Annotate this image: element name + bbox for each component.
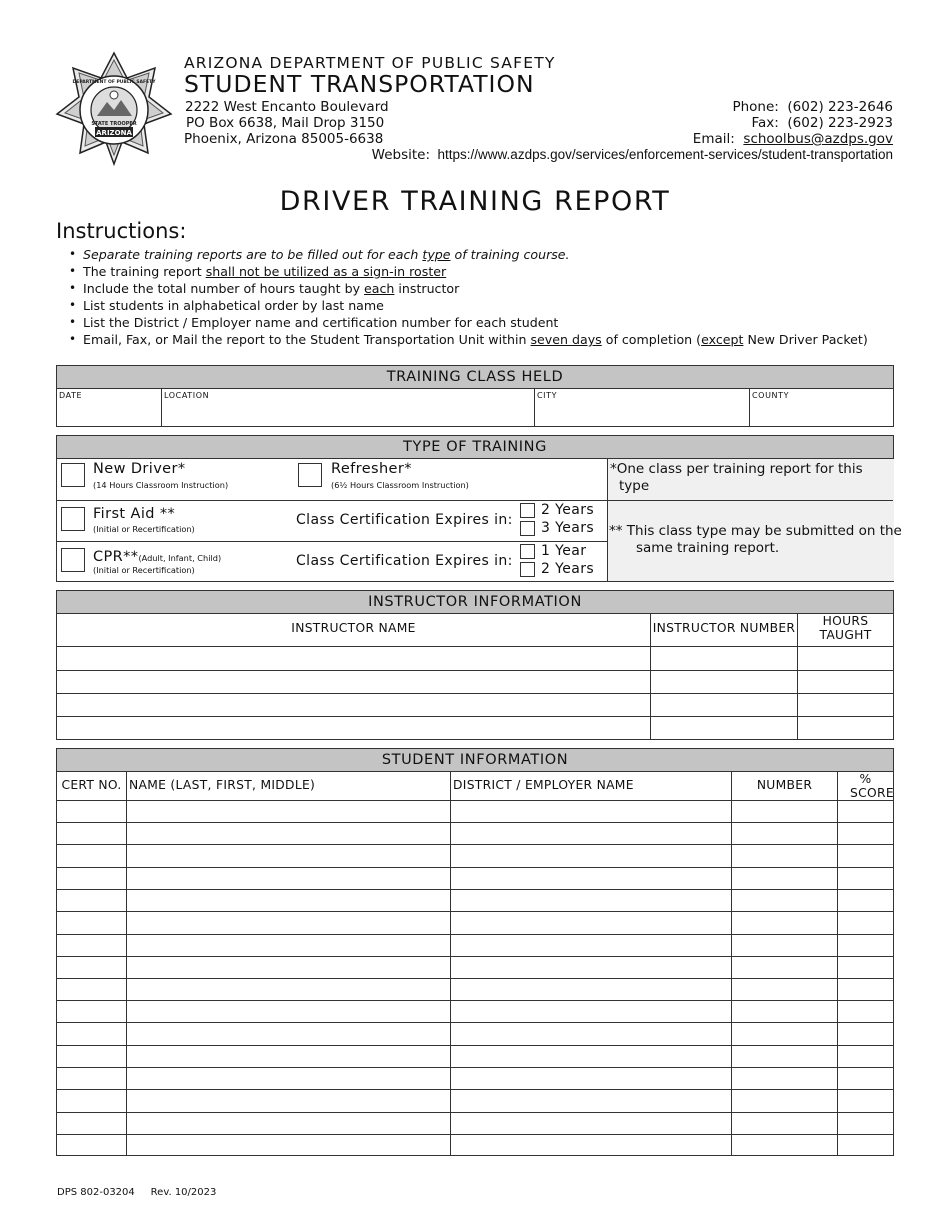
website-link[interactable]: https://www.azdps.gov/services/enforcement-services/student-transportation — [437, 147, 893, 162]
cpr-1-year-checkbox[interactable] — [520, 544, 535, 559]
new-driver-checkbox[interactable] — [61, 463, 85, 487]
instruction-item: • Email, Fax, or Mail the report to the Student Transportation Unit within seven days of completion (except New Driver Packet) — [56, 331, 868, 348]
county-label: COUNTY — [752, 391, 790, 400]
cpr-2-years-label: 2 Years — [541, 561, 595, 577]
org-name: ARIZONA DEPARTMENT OF PUBLIC SAFETY — [184, 54, 556, 72]
location-field[interactable] — [162, 388, 534, 426]
revision-date: Rev. 10/2023 — [150, 1187, 217, 1198]
refresher-checkbox[interactable] — [298, 463, 322, 487]
address-line-2: PO Box 6638, Mail Drop 3150 — [186, 115, 385, 131]
instruction-item: • Separate training reports are to be filled out for each type of training course. — [56, 246, 868, 263]
email-label: Email: — [692, 131, 735, 147]
refresher-sub: (6½ Hours Classroom Instruction) — [331, 480, 469, 490]
location-label: LOCATION — [164, 391, 210, 400]
first-aid-label: First Aid ** — [93, 506, 176, 522]
col-number: NUMBER — [756, 778, 813, 792]
county-field[interactable] — [750, 388, 893, 426]
first-aid-3-years-checkbox[interactable] — [520, 521, 535, 536]
one-class-note: *One class per training report for this type — [610, 461, 863, 494]
phone-value: (602) 223-2646 — [787, 99, 893, 115]
unit-name: STUDENT TRANSPORTATION — [184, 70, 535, 98]
training-class-held-section — [56, 365, 894, 427]
phone-line — [732, 99, 893, 115]
refresher-label: Refresher* — [331, 461, 412, 477]
col-student-name: NAME (LAST, FIRST, MIDDLE) — [129, 778, 316, 792]
first-aid-3-years-label: 3 Years — [541, 520, 595, 536]
fax-value: (602) 223-2923 — [787, 115, 893, 131]
first-aid-expires-label: Class Certification Expires in: — [296, 512, 513, 528]
student-rows[interactable] — [57, 801, 893, 1155]
city-label: CITY — [537, 391, 558, 400]
seal-text-top: DEPARTMENT OF PUBLIC SAFETY — [72, 80, 156, 85]
cpr-label-group — [93, 546, 221, 565]
cpr-2-years-checkbox[interactable] — [520, 562, 535, 577]
email-link[interactable]: schoolbus@azdps.gov — [743, 131, 893, 147]
col-district: DISTRICT / EMPLOYER NAME — [453, 778, 634, 792]
form-number-line — [57, 1187, 216, 1198]
col-instructor-name: INSTRUCTOR NAME — [291, 621, 416, 635]
seal-text-mid: STATE TROOPER — [91, 121, 137, 127]
first-aid-2-years-checkbox[interactable] — [520, 503, 535, 518]
page-title: DRIVER TRAINING REPORT — [279, 186, 671, 217]
address-line-3: Phoenix, Arizona 85005-6638 — [184, 131, 384, 147]
badge-star-icon — [55, 50, 173, 166]
section-heading: TYPE OF TRAINING — [57, 436, 893, 459]
seal-text-bottom: ARIZONA — [96, 129, 132, 137]
instructions-list — [56, 246, 868, 348]
instruction-item: • Include the total number of hours taught by each instructor — [56, 280, 868, 297]
website-label: Website: — [371, 147, 431, 163]
same-report-note: ** This class type may be submitted on the same training report. — [609, 523, 902, 556]
cpr-checkbox[interactable] — [61, 548, 85, 572]
instruction-item: • List the District / Employer name and certification number for each student — [56, 314, 868, 331]
instruction-item: • The training report shall not be utilized as a sign-in roster — [56, 263, 868, 280]
fax-line — [751, 115, 893, 131]
section-heading: INSTRUCTOR INFORMATION — [57, 591, 893, 614]
new-driver-label: New Driver* — [93, 461, 186, 477]
city-field[interactable] — [535, 388, 749, 426]
student-information-section — [56, 748, 894, 1156]
cpr-sub: (Initial or Recertification) — [93, 565, 195, 575]
date-label: DATE — [59, 391, 83, 400]
instructions-heading: Instructions: — [56, 219, 187, 243]
cpr-label: CPR** — [93, 549, 139, 565]
type-of-training-section — [56, 435, 902, 582]
col-score: % SCORE — [850, 772, 894, 800]
phone-label: Phone: — [732, 99, 779, 115]
date-field[interactable] — [57, 388, 161, 426]
cpr-expires-label: Class Certification Expires in: — [296, 553, 513, 569]
instruction-item: • List students in alphabetical order by last name — [56, 297, 868, 314]
first-aid-sub: (Initial or Recertification) — [93, 524, 195, 534]
instructor-rows[interactable] — [57, 647, 650, 739]
col-cert-no: CERT NO. — [61, 778, 122, 792]
cpr-detail: (Adult, Infant, Child) — [138, 553, 222, 563]
first-aid-checkbox[interactable] — [61, 507, 85, 531]
address-line-1: 2222 West Encanto Boulevard — [185, 99, 389, 115]
instructor-information-section — [56, 590, 894, 740]
form-number: DPS 802-03204 — [57, 1187, 135, 1198]
first-aid-2-years-label: 2 Years — [541, 502, 595, 518]
fax-label: Fax: — [751, 115, 779, 131]
col-hours-taught: HOURS TAUGHT — [819, 614, 872, 642]
section-heading: TRAINING CLASS HELD — [57, 366, 893, 389]
email-line — [693, 131, 893, 147]
website-line — [372, 147, 893, 163]
cpr-1-year-label: 1 Year — [541, 543, 587, 559]
col-instructor-number: INSTRUCTOR NUMBER — [652, 621, 796, 635]
new-driver-sub: (14 Hours Classroom Instruction) — [93, 480, 229, 490]
section-heading: STUDENT INFORMATION — [57, 749, 893, 772]
